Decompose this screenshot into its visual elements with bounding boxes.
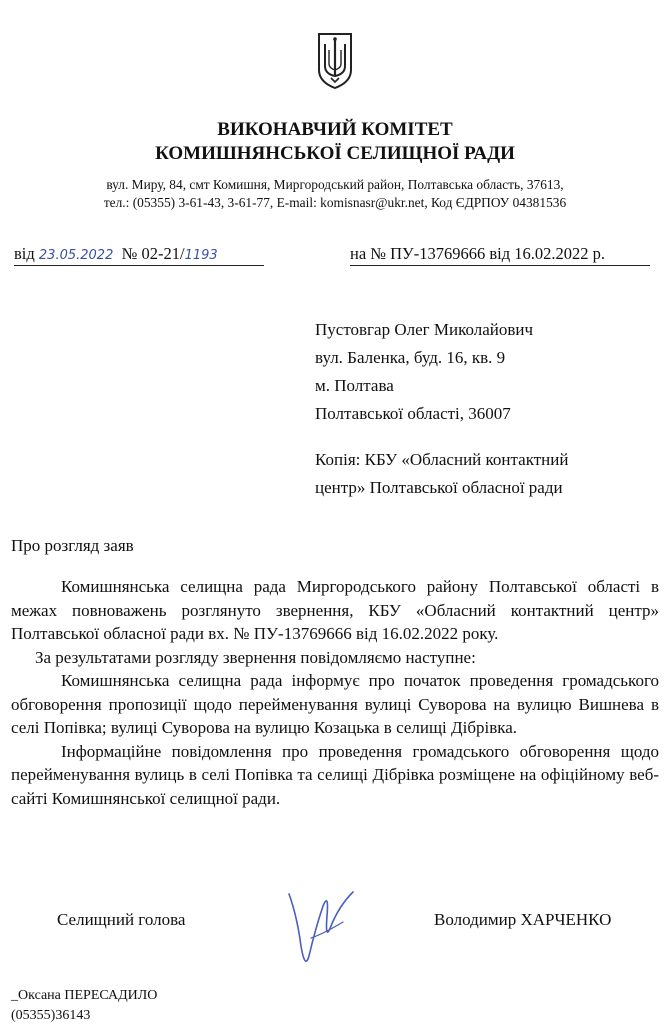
from-label: від: [14, 244, 35, 263]
recipient-block: [315, 316, 655, 428]
number-prefix: 02-21/: [141, 244, 185, 263]
handwritten-signature: [283, 886, 361, 972]
letter-subject: Про розгляд заяв: [11, 536, 134, 555]
org-contacts-line2: тел.: (05355) 3-61-43, 3-61-77, E-mail: komisnasr@ukr.net, Код ЄДРПОУ 04381536: [103, 195, 567, 210]
handwritten-number: 1193: [184, 248, 218, 263]
org-title-line2: КОМИШНЯНСЬКОЇ СЕЛИЩНОЇ РАДИ: [155, 143, 515, 164]
recipient-street: вул. Баленка, буд. 16, кв. 9: [315, 348, 506, 367]
recipient-name: Пустовгар Олег Миколайович: [315, 320, 534, 339]
executor-name: _Оксана ПЕРЕСАДИЛО: [11, 988, 158, 1003]
copy-line1: Копія: КБУ «Обласний контактний: [315, 450, 569, 469]
org-title-line1: ВИКОНАВЧИЙ КОМІТЕТ: [217, 119, 453, 140]
letter-body: [11, 575, 659, 810]
paragraph-1: Комишнянська селищна рада Миргородського району Полтавської області в межах повноважень розглянуто звернення, КБУ «Обласний контактний центр» Полтавської обласної ради вх. № ПУ-13769666 від 16.02.2022 року.: [11, 577, 659, 643]
outgoing-registration: [14, 244, 264, 266]
recipient-region: Полтавської області, 36007: [315, 404, 511, 423]
copy-block: [315, 446, 660, 502]
signatory-position: Селищний голова: [57, 910, 186, 929]
paragraph-2: За результатами розгляду звернення повідомляємо наступне:: [35, 647, 476, 667]
recipient-city: м. Полтава: [315, 376, 394, 395]
org-address-line1: вул. Миру, 84, смт Комишня, Миргородський район, Полтавська область, 37613,: [106, 177, 564, 192]
copy-line2: центр» Полтавської обласної ради: [315, 478, 563, 497]
signatory-name: Володимир ХАРЧЕНКО: [434, 910, 612, 929]
executor-phone: (05355)36143: [11, 1008, 91, 1023]
handwritten-date: 23.05.2022: [38, 248, 114, 263]
trident-icon: [315, 30, 355, 90]
number-label: №: [121, 244, 138, 263]
paragraph-4: Інформаційне повідомлення про проведення громадського обговорення щодо перейменування вулиць в селі Попівка та селищі Дібрівка розміщене на офіційному веб-сайті Комишнянської селищної ради.: [11, 741, 659, 808]
paragraph-3: Комишнянська селищна рада інформує про початок проведення громадського обговорення пропозиції щодо перейменування вулиці Суворова на вулицю Вишнева в селі Попівка; вулиці Суворова на вулицю Козацька в селищі Дібрівка.: [11, 671, 659, 737]
reply-reference: на № ПУ-13769666 від 16.02.2022 р.: [350, 244, 650, 266]
